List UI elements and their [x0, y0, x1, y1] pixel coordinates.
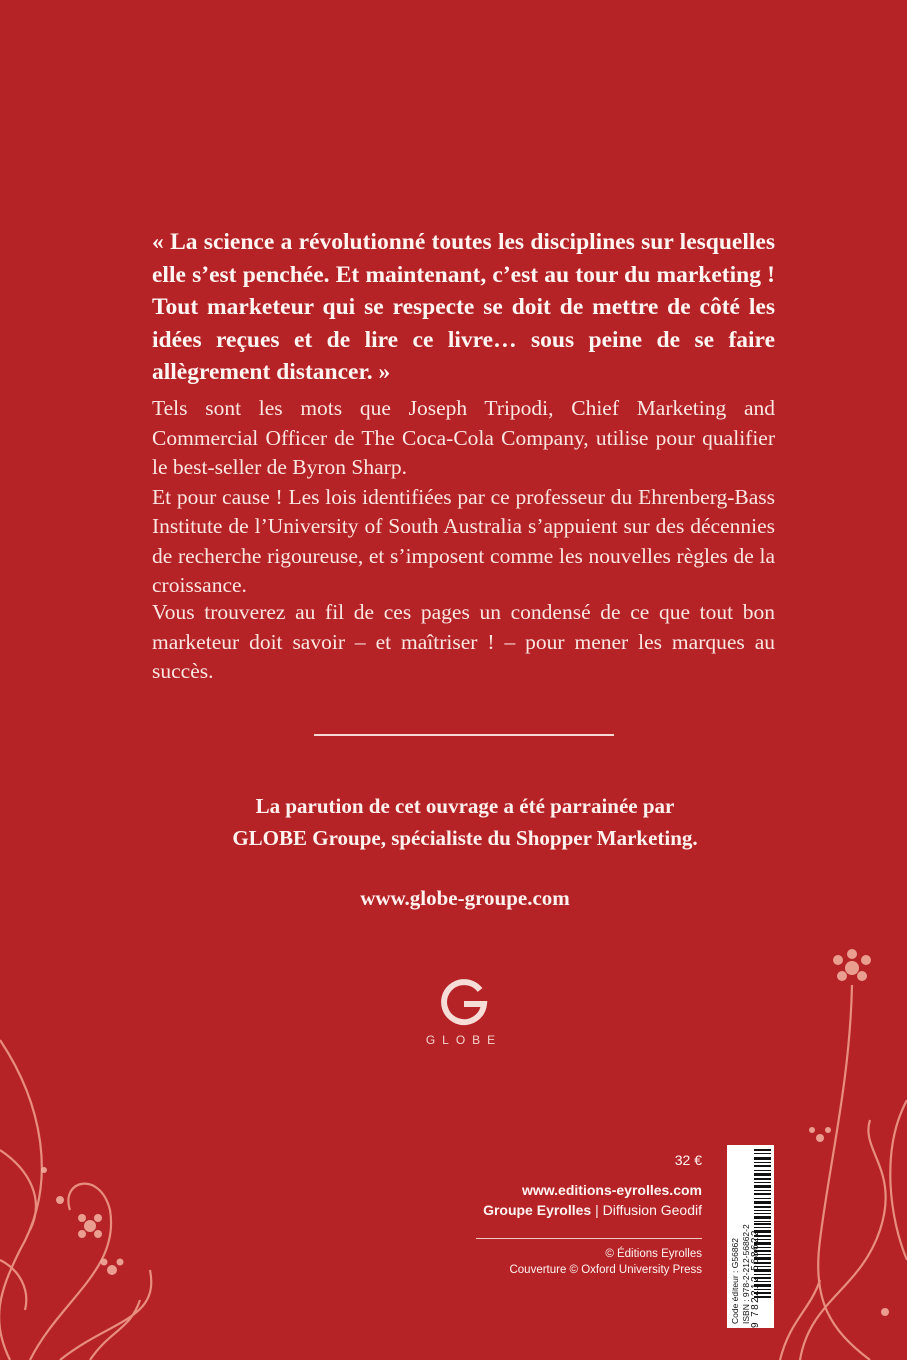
publisher-website: www.editions-eyrolles.com	[522, 1182, 702, 1198]
code-editeur: Code éditeur : G56862	[730, 1237, 740, 1324]
divider	[314, 734, 614, 736]
price: 32 €	[674, 1152, 702, 1168]
summary-paragraph	[152, 598, 775, 687]
description-sentence: Et pour cause ! Les lois identifiées par ce professeur du Ehrenberg-Bass Institute de l’University of South Australia s’appuient sur des décennies de recherche rigoureuse, et s’imposent comme les nouvelles règles de la croissance.	[152, 484, 775, 597]
publisher-diffusion: | Diffusion Geodif	[595, 1202, 702, 1218]
globe-logo-word: GLOBE	[425, 1033, 503, 1047]
cover-credit: Couverture © Oxford University Press	[509, 1264, 702, 1276]
sponsor-line: La parution de cet ouvrage a été parrainée par	[255, 794, 675, 818]
sponsor-line: GLOBE Groupe, spécialiste du Shopper Marketing.	[232, 826, 698, 850]
publisher-name	[483, 1202, 702, 1218]
isbn: ISBN : 978-2-212-56862-2	[741, 1224, 751, 1324]
globe-g-icon	[436, 978, 492, 1026]
barcode-labels	[730, 1149, 752, 1324]
summary-text: Vous trouverez au fil de ces pages un condensé de ce que tout bon marketeur doit savoir – et maîtriser ! – pour mener les marques au succès.	[152, 600, 775, 683]
sponsor-text	[120, 790, 810, 854]
description-sentence: Tels sont les mots que Joseph Tripodi, Chief Marketing and Commercial Officer de The Coca-Cola Company, utilise pour qualifier le best-seller de Byron Sharp.	[152, 396, 775, 479]
publisher-rule	[476, 1238, 702, 1239]
description-paragraph	[152, 394, 775, 601]
pull-quote: « La science a révolutionné toutes les disciplines sur lesquelles elle s’est penchée. Et maintenant, c’est au tour du marketing ! Tout marketeur qui se respecte se doit de mettre de côté les idées reçues et de lire ce livre… sous peine de se faire allègrement distancer. »	[152, 229, 775, 386]
publisher-group: Groupe Eyrolles	[483, 1202, 592, 1218]
barcode-digits: 9 782212 568622	[750, 1229, 761, 1328]
copyright: © Éditions Eyrolles	[605, 1248, 702, 1260]
sponsor-url: www.globe-groupe.com	[360, 886, 570, 910]
